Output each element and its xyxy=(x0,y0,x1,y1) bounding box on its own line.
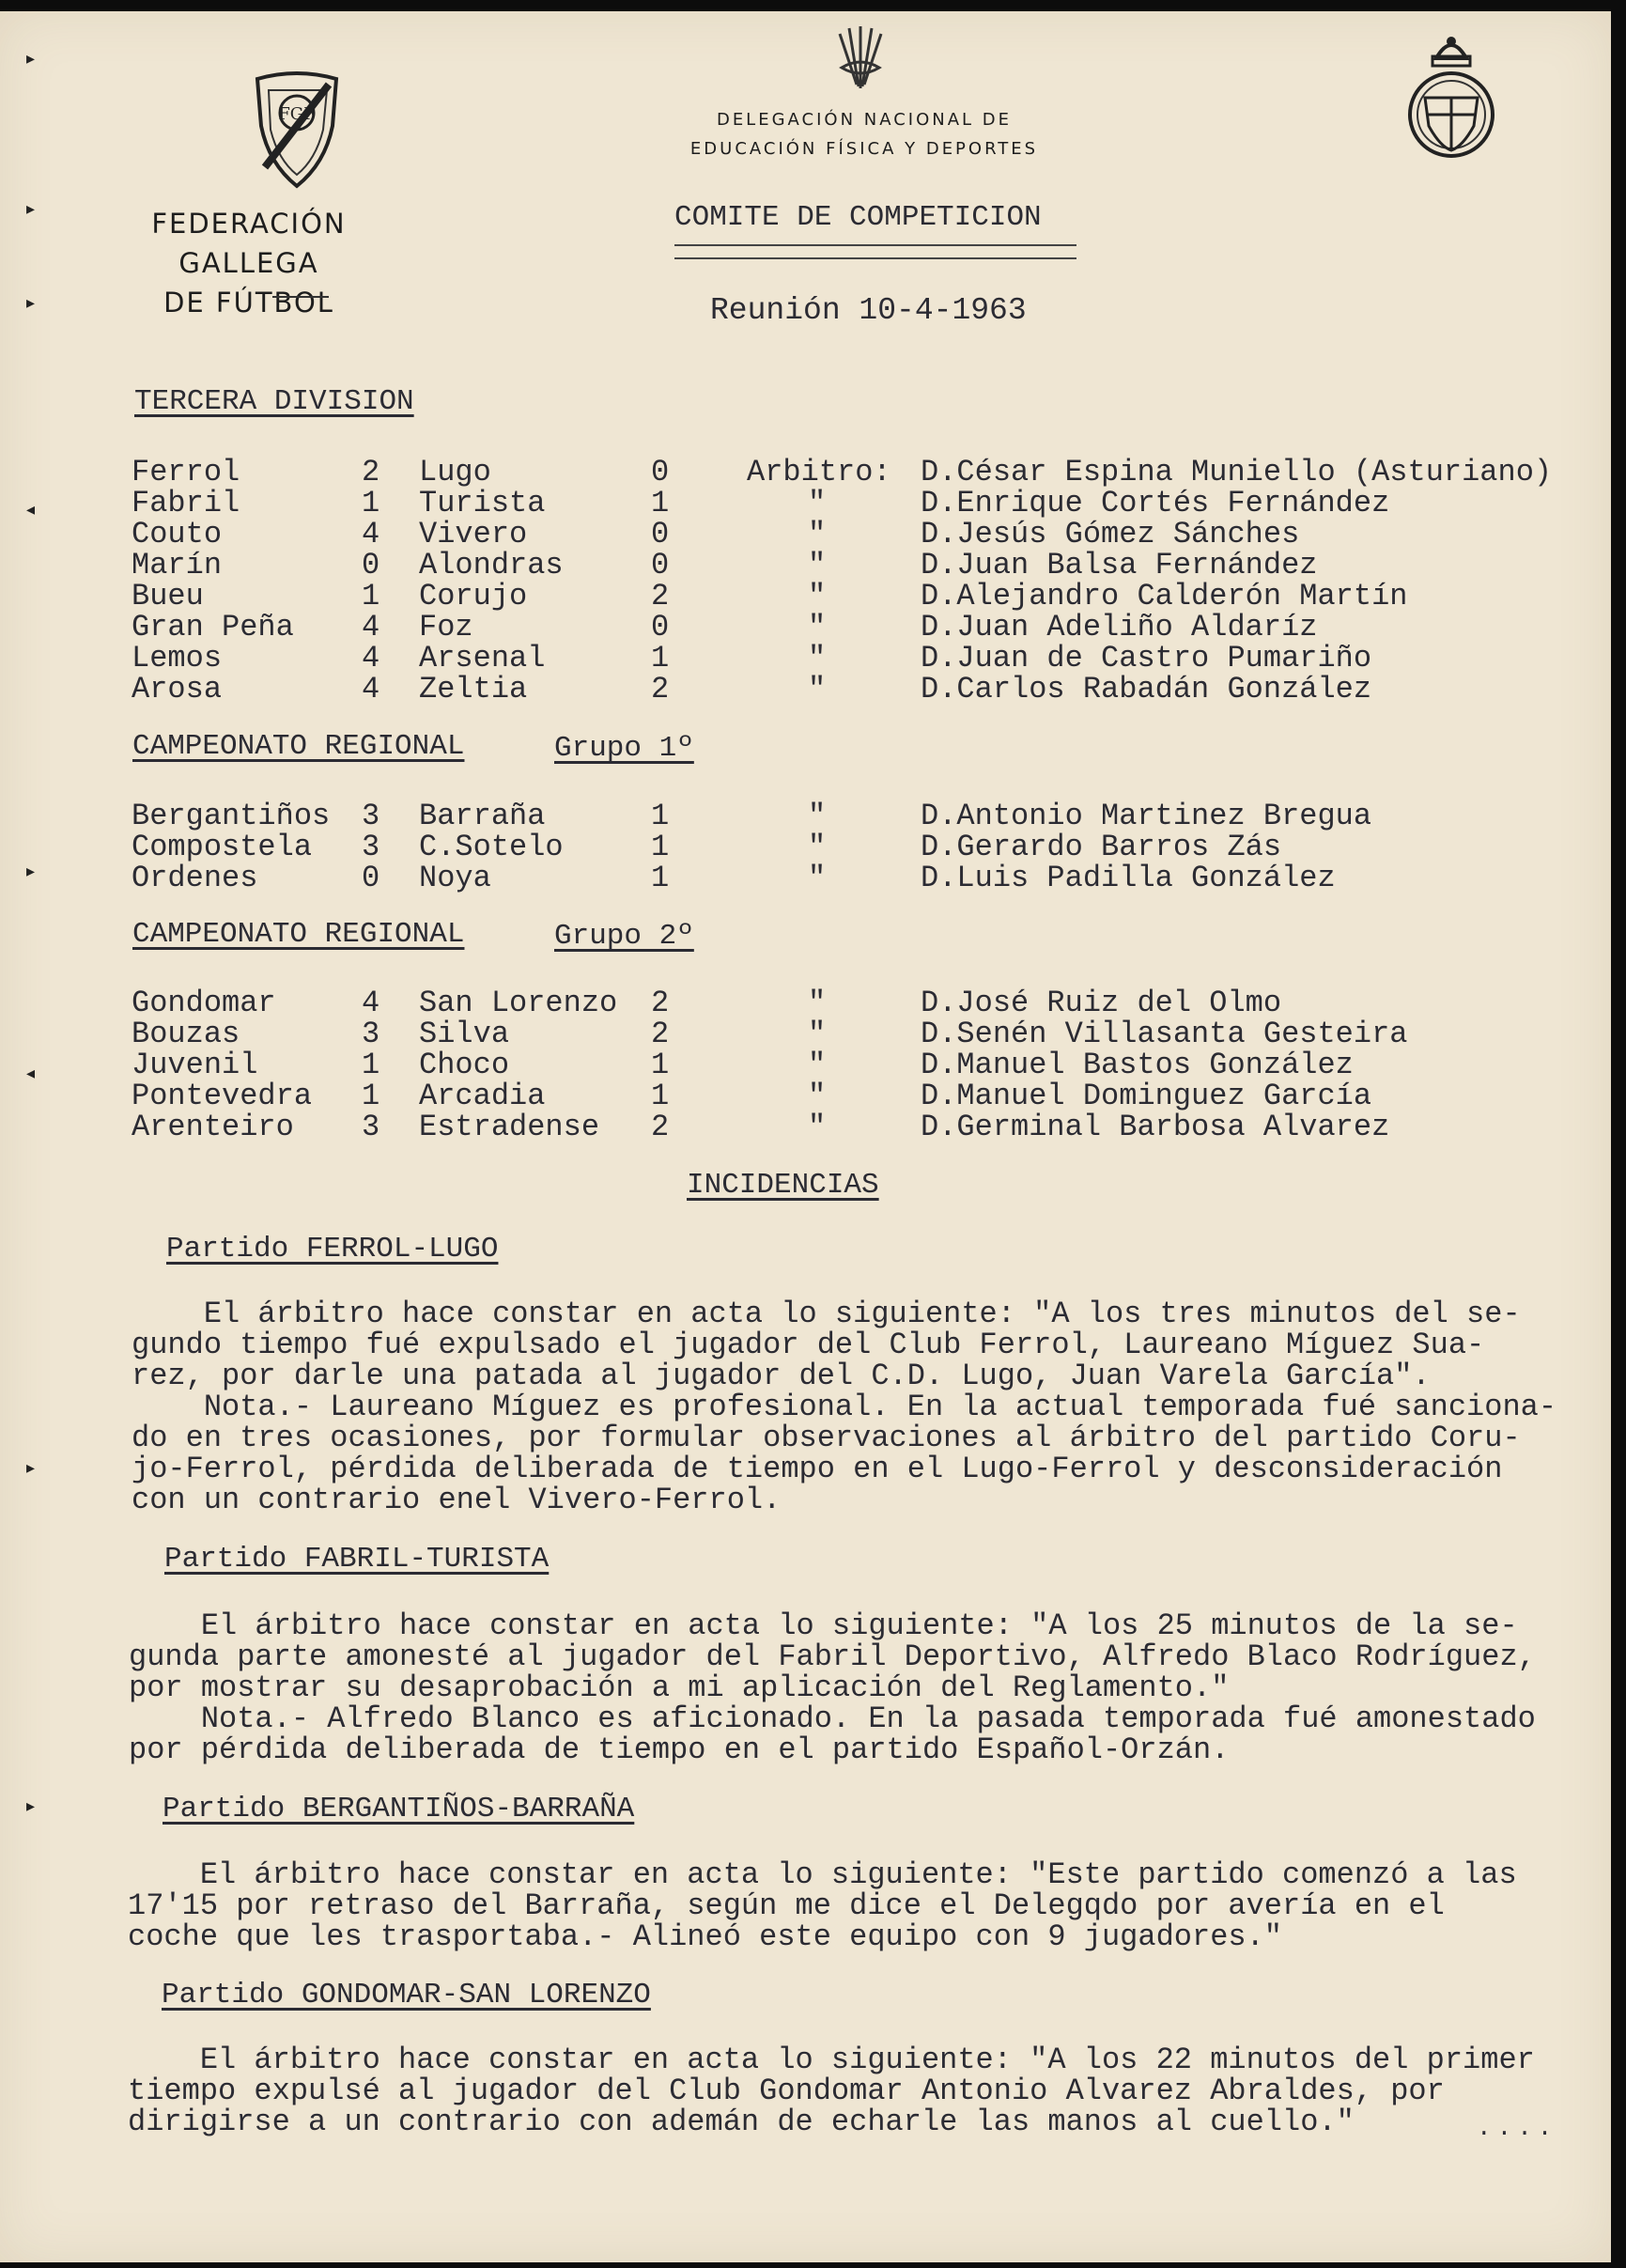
ditto-mark: " xyxy=(808,486,827,520)
referee-label: Arbitro: xyxy=(747,455,891,489)
federation-name-line: DE FÚTBOL xyxy=(163,287,334,318)
ditto-mark: " xyxy=(808,517,827,551)
home-score: 3 xyxy=(362,799,380,833)
ditto-mark: " xyxy=(808,641,827,676)
referee-name: D.Manuel Bastos González xyxy=(921,1048,1354,1082)
away-team: Foz xyxy=(419,610,473,645)
binder-notch: ▸ xyxy=(26,49,36,69)
away-score: 1 xyxy=(651,1048,670,1082)
incident-heading: Partido GONDOMAR-SAN LORENZO xyxy=(162,1979,651,2012)
away-score: 1 xyxy=(651,861,670,895)
away-team: Estradense xyxy=(419,1110,600,1144)
home-score: 0 xyxy=(362,861,380,895)
home-team: Pontevedra xyxy=(132,1079,313,1113)
ditto-mark: " xyxy=(808,610,827,645)
away-team: Noya xyxy=(419,861,491,895)
document-page xyxy=(0,11,1611,2262)
away-team: Arsenal xyxy=(419,641,546,676)
home-team: Juvenil xyxy=(132,1048,258,1082)
away-score: 2 xyxy=(651,672,670,707)
away-score: 2 xyxy=(651,1017,670,1051)
continuation-mark: .... xyxy=(1477,2114,1558,2142)
incident-heading: Partido FERROL-LUGO xyxy=(166,1233,499,1266)
referee-name: D.Manuel Dominguez García xyxy=(921,1079,1372,1113)
home-score: 3 xyxy=(362,1017,380,1051)
home-team: Fabril xyxy=(132,486,240,520)
home-score: 4 xyxy=(362,986,380,1020)
home-score: 1 xyxy=(362,1079,380,1113)
referee-name: D.Carlos Rabadán González xyxy=(921,672,1372,707)
binder-notch: ▸ xyxy=(26,862,36,881)
away-team: Alondras xyxy=(419,548,564,583)
delegation-heading xyxy=(601,105,1127,163)
incident-text: El árbitro hace constar en acta lo siguiente: "Este partido comenzó a las 17'15 por retraso del Barraña, según me dice el Delegqdo por avería en el coche que les trasportaba.- Alineó este equipo con 9 jugadores." xyxy=(128,1857,1517,1954)
ditto-mark: " xyxy=(808,548,827,583)
referee-name: D.Germinal Barbosa Alvarez xyxy=(921,1110,1390,1144)
away-team: Corujo xyxy=(419,579,528,614)
incident-text: El árbitro hace constar en acta lo siguiente: "A los tres minutos del se- gundo tiempo fué expulsado el jugador del Club Ferrol, Laureano Míguez Sua- rez, por darle una patada al jugador del C.D. Lugo, Juan Varela García". Nota.- Laureano Míguez es profesional. En la actual temporada fué sanciona- do en tres ocasiones, por formular observaciones al árbitro del partido Coru- jo-Ferrol, pérdida deliberada de tiempo en el Lugo-Ferrol y desconsideración con un contrario enel Vivero-Ferrol. xyxy=(132,1297,1557,1517)
home-score: 2 xyxy=(362,455,380,489)
referee-name: D.José Ruiz del Olmo xyxy=(921,986,1282,1020)
incident-text: El árbitro hace constar en acta lo siguiente: "A los 25 minutos de la se- gunda parte amonesté al jugador del Fabril Deportivo, Alfredo Blaco Rodríguez, por mostrar su desaprobación a mi aplicación del Reglamento." Nota.- Alfredo Blanco es aficionado. En la pasada temporada fué amonestado por pérdida deliberada de tiempo en el partido Español-Orzán. xyxy=(129,1608,1536,1767)
group-label: Grupo 1º xyxy=(554,732,694,765)
referee-name: D.Juan Adeliño Aldaríz xyxy=(921,610,1318,645)
ditto-mark: " xyxy=(808,986,827,1020)
away-score: 0 xyxy=(651,610,670,645)
away-score: 2 xyxy=(651,986,670,1020)
referee-name: D.Juan Balsa Fernández xyxy=(921,548,1318,583)
group-label: Grupo 2º xyxy=(554,920,694,953)
home-team: Ferrol xyxy=(132,455,240,489)
away-team: Choco xyxy=(419,1048,510,1082)
ditto-mark: " xyxy=(808,1110,827,1144)
ditto-mark: " xyxy=(808,830,827,864)
referee-name: D.Alejandro Calderón Martín xyxy=(921,579,1408,614)
ditto-mark: " xyxy=(808,1048,827,1082)
binder-notch: ◂ xyxy=(26,1064,36,1083)
delegation-line: EDUCACIÓN FÍSICA Y DEPORTES xyxy=(689,139,1039,159)
incidencias-title: INCIDENCIAS xyxy=(687,1169,879,1202)
ditto-mark: " xyxy=(808,672,827,707)
away-team: Zeltia xyxy=(419,672,528,707)
away-score: 2 xyxy=(651,579,670,614)
ditto-mark: " xyxy=(808,861,827,895)
home-team: Gran Peña xyxy=(132,610,294,645)
incident-text: El árbitro hace constar en acta lo siguiente: "A los 22 minutos del primer tiempo expulsé al jugador del Club Gondomar Antonio Alvarez Abraldes, por dirigirse a un contrario con ademán de echarle las manos al cuello." xyxy=(128,2043,1535,2139)
home-team: Marín xyxy=(132,548,223,583)
home-team: Bergantiños xyxy=(132,799,331,833)
home-score: 3 xyxy=(362,830,380,864)
home-team: Gondomar xyxy=(132,986,276,1020)
section-title-regional: CAMPEONATO REGIONAL xyxy=(132,918,465,951)
yoke-arrows-emblem-icon xyxy=(834,23,887,94)
away-score: 1 xyxy=(651,641,670,676)
referee-name: D.Jesús Gómez Sánches xyxy=(921,517,1300,551)
away-team: C.Sotelo xyxy=(419,830,564,864)
away-score: 1 xyxy=(651,799,670,833)
divider xyxy=(272,296,329,298)
referee-name: D.Luis Padilla González xyxy=(921,861,1336,895)
away-team: Barraña xyxy=(419,799,546,833)
referee-name: D.Gerardo Barros Zás xyxy=(921,830,1282,864)
away-team: San Lorenzo xyxy=(419,986,618,1020)
referee-name: D.Senén Villasanta Gesteira xyxy=(921,1017,1408,1051)
away-score: 0 xyxy=(651,517,670,551)
away-score: 1 xyxy=(651,486,670,520)
section-title-tercera: TERCERA DIVISION xyxy=(134,385,414,418)
ditto-mark: " xyxy=(808,579,827,614)
away-team: Arcadia xyxy=(419,1079,546,1113)
referee-name: D.César Espina Muniello (Asturiano) xyxy=(921,455,1553,489)
home-team: Bouzas xyxy=(132,1017,240,1051)
ditto-mark: " xyxy=(808,799,827,833)
home-team: Ordenes xyxy=(132,861,258,895)
home-score: 4 xyxy=(362,610,380,645)
incident-heading: Partido BERGANTIÑOS-BARRAÑA xyxy=(163,1793,635,1825)
away-score: 0 xyxy=(651,455,670,489)
ditto-mark: " xyxy=(808,1017,827,1051)
away-team: Vivero xyxy=(419,517,528,551)
federation-name xyxy=(113,204,385,322)
away-team: Silva xyxy=(419,1017,510,1051)
home-score: 3 xyxy=(362,1110,380,1144)
home-team: Bueu xyxy=(132,579,204,614)
binder-notch: ◂ xyxy=(26,500,36,520)
home-score: 4 xyxy=(362,641,380,676)
home-score: 1 xyxy=(362,1048,380,1082)
home-team: Arosa xyxy=(132,672,223,707)
ditto-mark: " xyxy=(808,1079,827,1113)
away-team: Lugo xyxy=(419,455,491,489)
delegation-line: DELEGACIÓN NACIONAL DE xyxy=(716,110,1013,130)
home-score: 4 xyxy=(362,517,380,551)
referee-name: D.Enrique Cortés Fernández xyxy=(921,486,1390,520)
double-rule xyxy=(674,244,1076,259)
referee-name: D.Antonio Martinez Bregua xyxy=(921,799,1372,833)
home-score: 1 xyxy=(362,486,380,520)
home-team: Compostela xyxy=(132,830,313,864)
committee-title: COMITE DE COMPETICION xyxy=(674,201,1042,234)
meeting-date: Reunión 10-4-1963 xyxy=(710,293,1027,328)
binder-notch: ▸ xyxy=(26,1796,36,1816)
home-team: Couto xyxy=(132,517,223,551)
home-score: 4 xyxy=(362,672,380,707)
incident-heading: Partido FABRIL-TURISTA xyxy=(164,1543,550,1576)
binder-notch: ▸ xyxy=(26,1458,36,1478)
away-team: Turista xyxy=(419,486,546,520)
royal-federation-crest-icon xyxy=(1404,30,1498,171)
home-score: 1 xyxy=(362,579,380,614)
home-team: Lemos xyxy=(132,641,223,676)
away-score: 2 xyxy=(651,1110,670,1144)
section-title-regional: CAMPEONATO REGIONAL xyxy=(132,730,465,763)
federation-crest-icon xyxy=(252,70,342,190)
binder-notch: ▸ xyxy=(26,293,36,313)
home-team: Arenteiro xyxy=(132,1110,294,1144)
svg-text:FGF: FGF xyxy=(278,104,316,124)
referee-name: D.Juan de Castro Pumariño xyxy=(921,641,1372,676)
home-score: 0 xyxy=(362,548,380,583)
away-score: 0 xyxy=(651,548,670,583)
away-score: 1 xyxy=(651,1079,670,1113)
binder-notch: ▸ xyxy=(26,199,36,219)
away-score: 1 xyxy=(651,830,670,864)
federation-name-line: FEDERACIÓN GALLEGA xyxy=(151,208,347,279)
